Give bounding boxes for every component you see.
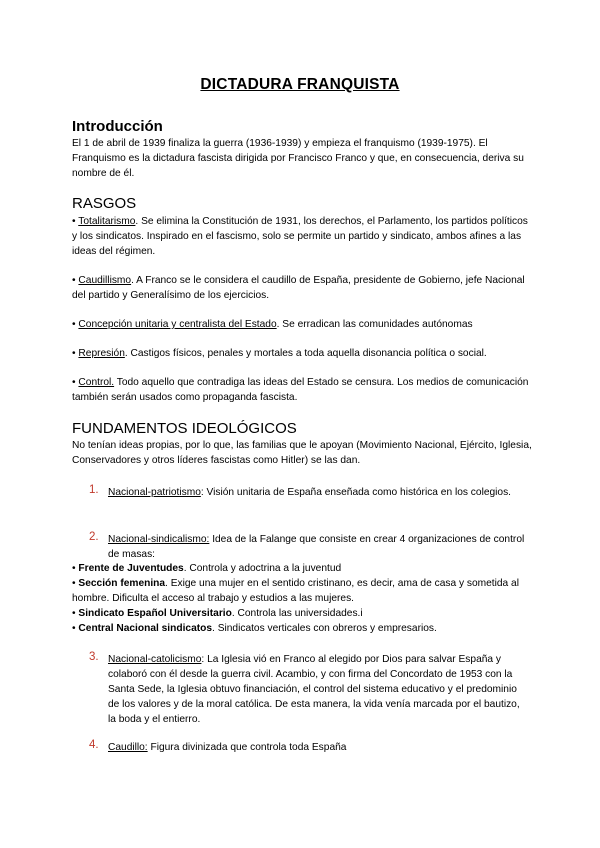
fundamento-term: Nacional-sindicalismo: (108, 534, 210, 545)
org-text: . Controla y adoctrina a la juventud (183, 563, 342, 574)
rasgo-text: Todo aquello que contradiga las ideas del Estado se censura. Los medios de comunicación también serán usados como propaganda fascista. (72, 377, 529, 403)
fundamento-text: : Visión unitaria de España enseñada como histórica en los colegios. (200, 487, 512, 498)
bullet: • (72, 348, 76, 359)
org-name: Central Nacional sindicatos (78, 623, 213, 634)
org-name: Frente de Juventudes (78, 563, 184, 574)
fundamento-text: Figura divinizada que controla toda España (147, 742, 347, 753)
rasgo-text: . Se erradican las comunidades autónomas (276, 319, 473, 330)
bullet: • (72, 563, 76, 574)
fundamentos-intro: No tenían ideas propias, por lo que, las familias que le apoyan (Movimiento Nacional, Ejército, Iglesia, Conservadores y otros líderes fascistas como Hitler) se las dan. (72, 440, 532, 466)
bullet: • (72, 216, 76, 227)
rasgo-term: Caudillismo (78, 275, 132, 286)
rasgo-term: Represión (78, 348, 125, 359)
rasgo-item-represion (72, 346, 532, 361)
rasgo-term: Totalitarismo (78, 216, 136, 227)
fundamento-item-2 (108, 532, 528, 562)
intro-text: El 1 de abril de 1939 finaliza la guerra (1936-1939) y empieza el franquismo (1939-1975). El Franquismo es la dictadura fascista dirigida por Francisco Franco y que, en consecuencia, deriva su nombre de él. (72, 138, 524, 179)
rasgo-item-control (72, 375, 532, 405)
list-number: 1. (89, 484, 99, 496)
fundamento-term: Nacional-patriotismo (108, 487, 201, 498)
list-number: 3. (89, 651, 99, 663)
list-number: 2. (89, 531, 99, 543)
bullet: • (72, 623, 76, 634)
bullet: • (72, 578, 76, 589)
list-number: 4. (89, 739, 99, 751)
bullet: • (72, 275, 76, 286)
rasgos-heading: RASGOS (72, 195, 137, 212)
org-item-frente (72, 561, 532, 576)
org-name: Sección femenina (78, 578, 166, 589)
bullet: • (72, 377, 76, 388)
fundamento-text: Idea de la Falange que consiste en crear 4 organizaciones de control de masas: (108, 534, 525, 560)
org-item-sindicato (72, 606, 532, 621)
fundamento-item-4 (108, 740, 528, 755)
rasgo-item-caudillismo (72, 273, 532, 303)
rasgo-text: . A Franco se le considera el caudillo de España, presidente de Gobierno, jefe Nacional del partido y Generalísimo de los ejercicios. (72, 275, 525, 301)
document-title: DICTADURA FRANQUISTA (200, 76, 400, 93)
fundamento-item-1 (108, 485, 528, 500)
rasgo-item-concepcion (72, 317, 532, 332)
intro-heading: Introducción (72, 118, 163, 135)
fundamento-term: Nacional-catolicismo (108, 654, 202, 665)
fundamento-item-3 (108, 652, 528, 727)
rasgo-text: . Castigos físicos, penales y mortales a toda aquella disonancia política o social. (124, 348, 487, 359)
rasgo-term: Concepción unitaria y centralista del Estado (78, 319, 277, 330)
fundamentos-heading: FUNDAMENTOS IDEOLÓGICOS (72, 420, 297, 437)
org-text: . Sindicatos verticales con obreros y empresarios. (212, 623, 437, 634)
org-text: . Exige una mujer en el sentido cristinano, es decir, ama de casa y sometida al hombre. Dificulta el acceso al trabajo y estudios a las mujeres. (72, 578, 519, 604)
org-text: . Controla las universidades.i (231, 608, 363, 619)
bullet: • (72, 319, 76, 330)
org-item-seccion (72, 576, 532, 606)
rasgo-item-totalitarismo (72, 214, 532, 259)
rasgo-text: . Se elimina la Constitución de 1931, los derechos, el Parlamento, los partidos políticos y los sindicatos. Inspirado en el fascismo, solo se permite un partido y sindicato, ambos afines a las ideas del régimen. (72, 216, 528, 257)
org-item-central (72, 621, 532, 636)
fundamento-term: Caudillo: (108, 742, 148, 753)
bullet: • (72, 608, 76, 619)
org-name: Sindicato Español Universitario (78, 608, 232, 619)
rasgo-term: Control. (78, 377, 115, 388)
fundamento-text: : La Iglesia vió en Franco al elegido por Dios para salvar España y colaboró con él desde la guerra civil. Acambio, y con firma del Concordato de 1953 con la Santa Sede, la Iglesia obtuvo financiación, el control del sistema educativo y el predominio de los valores y de la moral católica. De esta manera, la vida venía marcada por el bautizo, la boda y el entierro. (108, 654, 520, 725)
